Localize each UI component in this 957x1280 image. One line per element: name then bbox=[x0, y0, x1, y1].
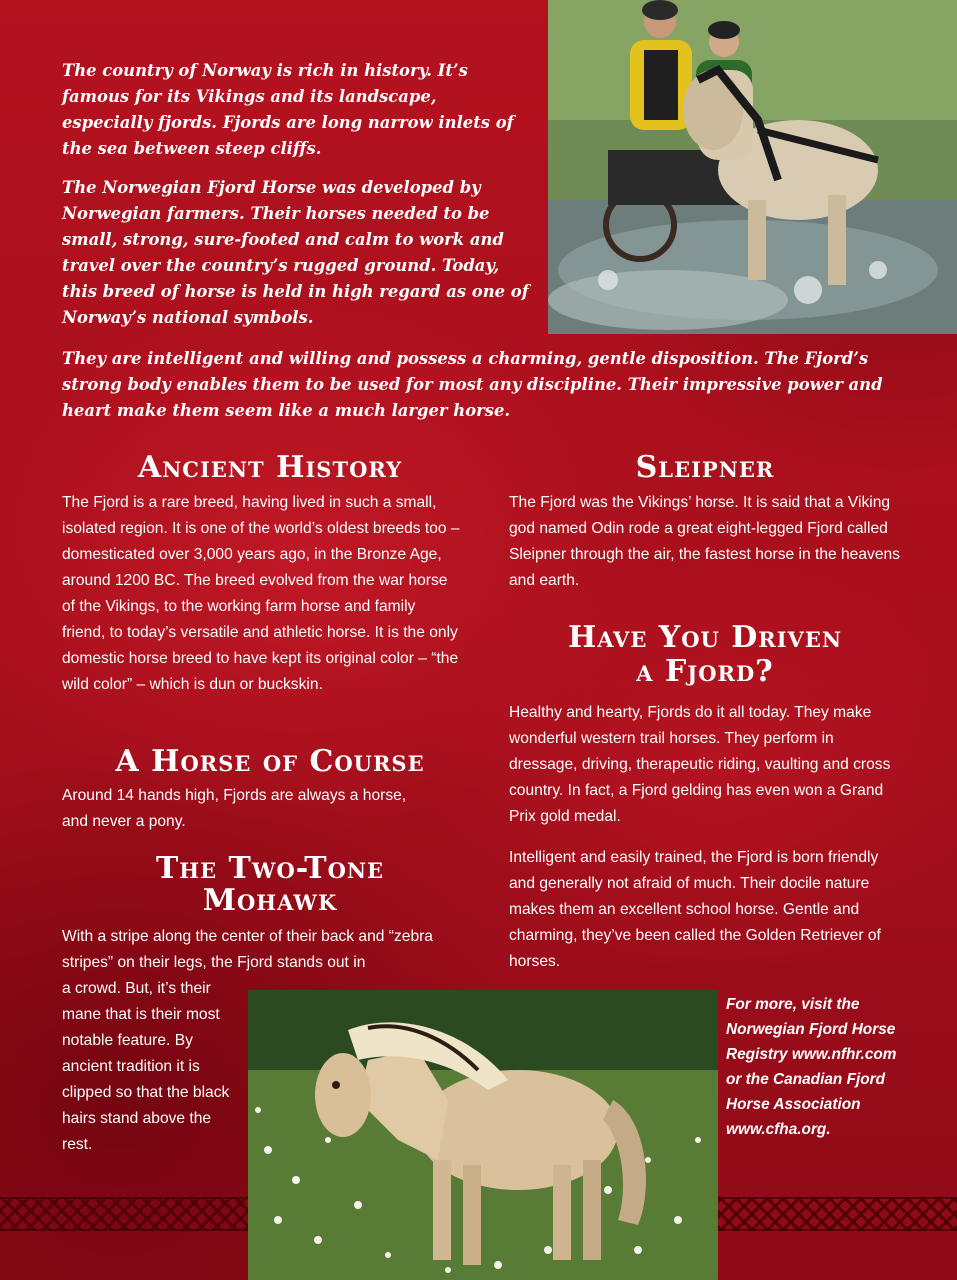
mohawk-body-wide: With a stripe along the center of their back and “zebra stripes” on their legs, the Fjord stands out in bbox=[62, 928, 433, 971]
driven-heading-line-2: a Fjord? bbox=[636, 654, 774, 689]
driven-body-1: Healthy and hearty, Fjords do it all today. They make wonderful western trail horses. They perform in dressage, driving, therapeutic riding, vaulting and cross country. In fact, a Fjord gelding has even won a Grand Prix gold medal. bbox=[509, 704, 891, 825]
intro-paragraph-1: The country of Norway is rich in history. It’s famous for its Vikings and its landscape, especially fjords. Fjords are long narrow inlets of the sea between steep cliffs. bbox=[62, 61, 514, 158]
driven-heading-line-1: Have You Driven bbox=[567, 620, 843, 655]
intro-paragraph-2: The Norwegian Fjord Horse was developed by Norwegian farmers. Their horses needed to be small, strong, sure-footed and calm to work and travel over the country’s rugged ground. Today, this breed of horse is held in high regard as one of Norway’s national symbols. bbox=[62, 178, 529, 327]
horse-of-course-body: Around 14 hands high, Fjords are always a horse, and never a pony. bbox=[62, 787, 407, 830]
registry-credit: For more, visit the Norwegian Fjord Horse Registry www.nfhr.com or the Canadian Fjord Horse Association www.cfha.org. bbox=[726, 996, 897, 1138]
driving-photo-illustration bbox=[548, 0, 957, 334]
mohawk-heading-line-2: Mohawk bbox=[202, 883, 338, 918]
sleipner-heading: Sleipner bbox=[635, 450, 775, 485]
knot-border-left bbox=[0, 1197, 248, 1231]
mohawk-body-narrow: a crowd. But, it’s their mane that is their most notable feature. By ancient tradition it is clipped so that the black hairs stand above the rest. bbox=[62, 980, 230, 1153]
ancient-history-heading: Ancient History bbox=[137, 450, 403, 485]
driven-body-2: Intelligent and easily trained, the Fjord is born friendly and generally not afraid of much. Their docile nature makes them an excellent school horse. Gentle and charming, they’ve been called the Golden Retriever of horses. bbox=[509, 849, 881, 970]
ancient-history-body: The Fjord is a rare breed, having lived in such a small, isolated region. It is one of the world’s oldest breeds too – domesticated over 3,000 years ago, in the Bronze Age, around 1200 BC. The breed evolved from the war horse of the Vikings, to the working farm horse and family friend, to today’s versatile and athletic horse. It is the only domestic horse breed to have kept its original color – “the wild color” – which is dun or buckskin. bbox=[62, 494, 460, 693]
sleipner-body: The Fjord was the Vikings’ horse. It is said that a Viking god named Odin rode a great eight-legged Fjord called Sleipner through the air, the fastest horse in the heavens and earth. bbox=[509, 494, 900, 589]
fjord-horse-photo bbox=[248, 990, 718, 1280]
horse-of-course-heading: A Horse of Course bbox=[115, 744, 425, 779]
knot-border-right bbox=[718, 1197, 957, 1231]
mohawk-heading-line-1: The Two-Tone bbox=[155, 851, 385, 886]
fjord-horse-illustration bbox=[248, 990, 718, 1280]
intro-paragraph-3: They are intelligent and willing and possess a charming, gentle disposition. The Fjord’s strong body enables them to be used for most any discipline. Their impressive power and heart make them seem like a much larger horse. bbox=[62, 349, 883, 420]
driving-photo bbox=[548, 0, 957, 334]
